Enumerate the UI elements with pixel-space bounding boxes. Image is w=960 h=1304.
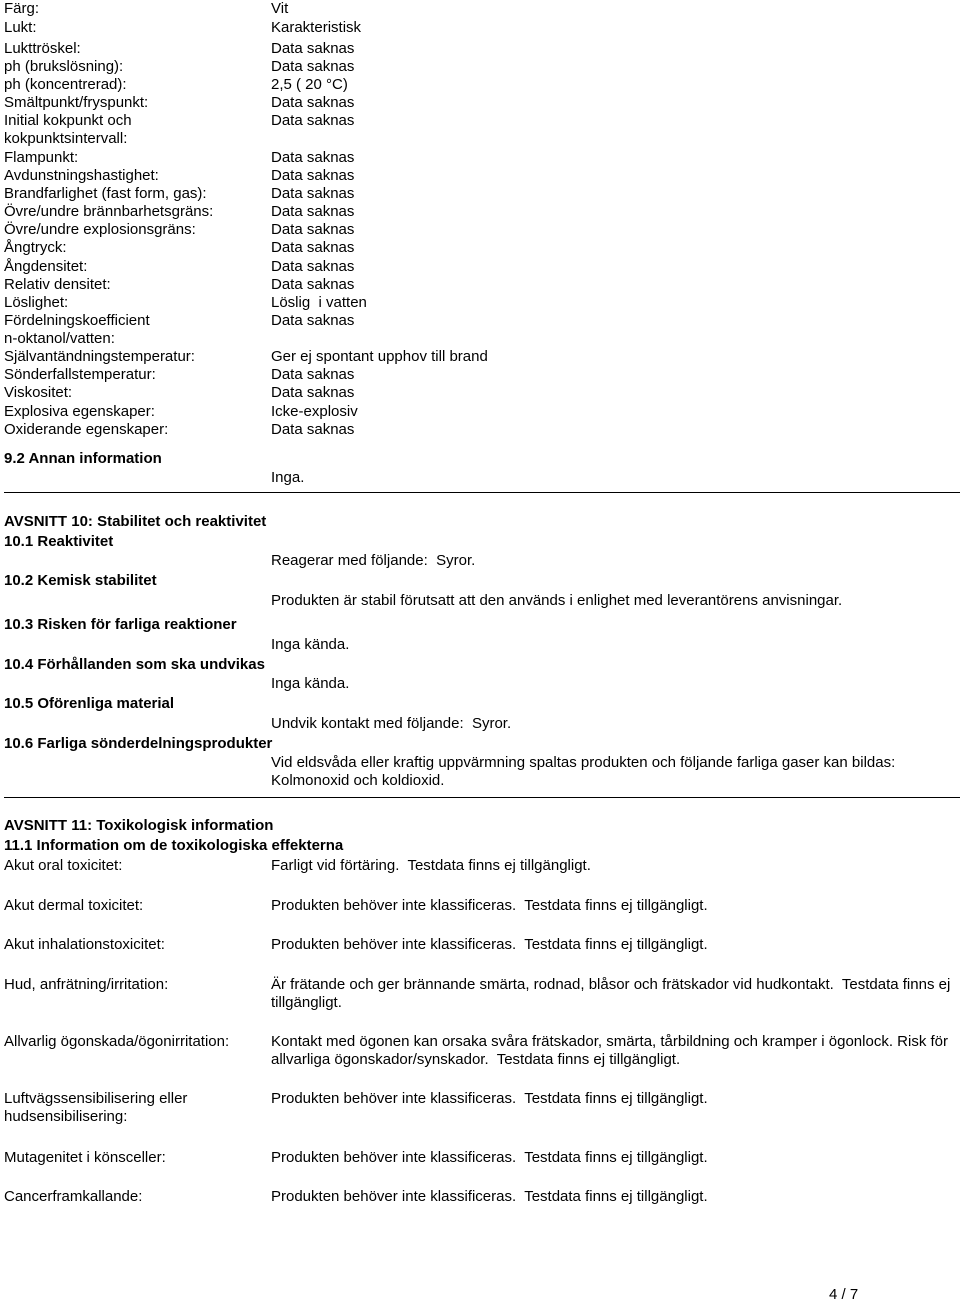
prop-label: Färg: [4, 0, 40, 17]
prop-label: Smältpunkt/fryspunkt: [4, 94, 149, 111]
subsection-heading: 10.2 Kemisk stabilitet [4, 572, 157, 589]
prop-value: Data saknas [271, 149, 355, 166]
prop-value: Data saknas [271, 421, 355, 438]
prop-label: Sönderfallstemperatur: [4, 366, 156, 383]
prop-value: Ger ej spontant upphov till brand [271, 348, 488, 365]
prop-label: Övre/undre brännbarhetsgräns: [4, 203, 214, 220]
subsection-heading: 10.4 Förhållanden som ska undvikas [4, 656, 265, 673]
prop-value: Data saknas [271, 112, 355, 129]
page-number: 4 / 7 [829, 1286, 859, 1303]
prop-value: Data saknas [271, 58, 355, 75]
prop-label: Explosiva egenskaper: [4, 403, 155, 420]
tox-label: Luftvägssensibilisering eller hudsensibilisering: [4, 1090, 188, 1125]
subsection-text: Produkten är stabil förutsatt att den används i enlighet med leverantörens anvisningar. [271, 592, 843, 609]
section-heading-9-2: 9.2 Annan information [4, 450, 162, 467]
prop-label: Lukttröskel: [4, 40, 81, 57]
tox-text: Produkten behöver inte klassificeras. Testdata finns ej tillgängligt. [271, 897, 708, 914]
prop-value: 2,5 ( 20 °C) [271, 76, 348, 93]
prop-label: Flampunkt: [4, 149, 79, 166]
prop-label: Lukt: [4, 19, 37, 36]
prop-label: Övre/undre explosionsgräns: [4, 221, 196, 238]
prop-value: Data saknas [271, 185, 355, 202]
subsection-heading: 10.5 Oförenliga material [4, 695, 175, 712]
prop-label: Oxiderande egenskaper: [4, 421, 169, 438]
prop-label-line2: n-oktanol/vatten: [4, 330, 115, 347]
prop-value: Data saknas [271, 366, 355, 383]
divider [4, 797, 960, 798]
tox-text: Kontakt med ögonen kan orsaka svåra frätskador, smärta, tårbildning och kramper i ögonlock. Risk för allvarliga ögonskador/synskador. Testdata finns ej tillgängligt. [271, 1033, 953, 1068]
tox-text: Produkten behöver inte klassificeras. Testdata finns ej tillgängligt. [271, 1090, 708, 1107]
prop-value: Vit [271, 0, 289, 17]
prop-value: Data saknas [271, 94, 355, 111]
prop-value: Data saknas [271, 312, 355, 329]
subsection-heading: 10.3 Risken för farliga reaktioner [4, 616, 237, 633]
prop-label: Brandfarlighet (fast form, gas): [4, 185, 207, 202]
prop-value: Data saknas [271, 258, 355, 275]
prop-label: Ångtryck: [4, 239, 67, 256]
tox-text: Produkten behöver inte klassificeras. Testdata finns ej tillgängligt. [271, 936, 708, 953]
tox-text: Farligt vid förtäring. Testdata finns ej tillgängligt. [271, 857, 591, 874]
tox-label: Akut oral toxicitet: [4, 857, 123, 874]
section-9-2-value: Inga. [271, 469, 305, 486]
prop-value: Data saknas [271, 40, 355, 57]
prop-label: Fördelningskoefficient [4, 312, 150, 329]
prop-label: ph (koncentrerad): [4, 76, 127, 93]
tox-label: Akut inhalationstoxicitet: [4, 936, 165, 953]
prop-value: Icke-explosiv [271, 403, 358, 420]
prop-label: Avdunstningshastighet: [4, 167, 159, 184]
prop-label: Initial kokpunkt och [4, 112, 132, 129]
prop-value: Karakteristisk [271, 19, 362, 36]
prop-value: Data saknas [271, 239, 355, 256]
subsection-text: Undvik kontakt med följande: Syror. [271, 715, 512, 732]
prop-label: Relativ densitet: [4, 276, 111, 293]
subsection-text: Reagerar med följande: Syror. [271, 552, 476, 569]
prop-label: Löslighet: [4, 294, 69, 311]
tox-label: Mutagenitet i könsceller: [4, 1149, 166, 1166]
prop-label: Självantändningstemperatur: [4, 348, 195, 365]
subsection-text: Vid eldsvåda eller kraftig uppvärmning spaltas produkten och följande farliga gaser kan bildas: Kolmonoxid och koldioxid. [271, 754, 896, 789]
prop-value: Data saknas [271, 203, 355, 220]
subsection-heading: 10.1 Reaktivitet [4, 533, 114, 550]
prop-label: Ångdensitet: [4, 258, 88, 275]
prop-label-line2: kokpunktsintervall: [4, 130, 128, 147]
prop-value: Data saknas [271, 384, 355, 401]
prop-value: Data saknas [271, 276, 355, 293]
section-10-title: AVSNITT 10: Stabilitet och reaktivitet [4, 513, 267, 530]
tox-label: Hud, anfrätning/irritation: [4, 976, 169, 993]
subsection-text: Inga kända. [271, 675, 350, 692]
divider [4, 492, 960, 493]
prop-label: Viskositet: [4, 384, 73, 401]
subsection-heading: 10.6 Farliga sönderdelningsprodukter [4, 735, 273, 752]
tox-label: Akut dermal toxicitet: [4, 897, 144, 914]
tox-text: Är frätande och ger brännande smärta, rodnad, blåsor och frätskador vid hudkontakt. Testdata finns ej tillgängligt. [271, 976, 955, 1011]
subsection-text: Inga kända. [271, 636, 350, 653]
tox-text: Produkten behöver inte klassificeras. Testdata finns ej tillgängligt. [271, 1188, 708, 1205]
prop-value: Löslig i vatten [271, 294, 367, 311]
prop-value: Data saknas [271, 221, 355, 238]
tox-label: Allvarlig ögonskada/ögonirritation: [4, 1033, 230, 1050]
section-11-subtitle: 11.1 Information om de toxikologiska effekterna [4, 837, 344, 854]
prop-label: ph (brukslösning): [4, 58, 124, 75]
prop-value: Data saknas [271, 167, 355, 184]
tox-label: Cancerframkallande: [4, 1188, 143, 1205]
tox-text: Produkten behöver inte klassificeras. Testdata finns ej tillgängligt. [271, 1149, 708, 1166]
section-11-title: AVSNITT 11: Toxikologisk information [4, 817, 274, 834]
